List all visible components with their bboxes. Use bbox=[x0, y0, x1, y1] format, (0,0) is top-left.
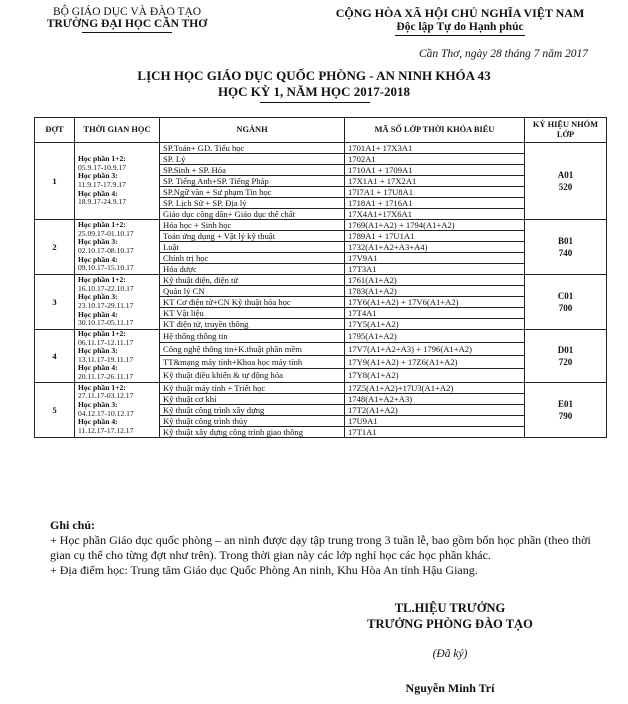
group-code: D01 bbox=[557, 344, 574, 355]
dot-number: 5 bbox=[35, 382, 75, 437]
time-cell bbox=[75, 275, 160, 330]
time-label: Học phần 4: bbox=[78, 363, 118, 373]
table-row bbox=[35, 382, 607, 393]
signature-title-2: TRƯỞNG PHÒNG ĐÀO TẠO bbox=[367, 617, 533, 631]
major-cell: Quản lý CN bbox=[160, 286, 345, 297]
class-code-cell: 17T2(A1+A2) bbox=[345, 404, 525, 415]
time-label: Học phần 4: bbox=[78, 188, 118, 198]
header-malop: MÃ SỐ LỚP THỜI KHÓA BIỂU bbox=[345, 118, 525, 143]
group-code: A01 bbox=[557, 170, 574, 180]
time-label: Học phần 4: bbox=[78, 417, 118, 427]
header-left-rule bbox=[82, 32, 172, 33]
header-nganh: NGÀNH bbox=[160, 118, 345, 143]
time-label: Học phần 1+2: bbox=[78, 154, 126, 164]
time-label: Học phần 1+2: bbox=[78, 382, 126, 392]
time-value: 20.11.17-26.11.17 bbox=[78, 371, 134, 381]
class-code-cell: 1789A1 + 17U1A1 bbox=[345, 231, 525, 242]
dot-number: 4 bbox=[35, 330, 75, 383]
major-cell: KT điện tử, truyền thông bbox=[160, 319, 345, 330]
major-cell: Kỹ thuật xây dựng công trình giao thông bbox=[160, 426, 345, 437]
time-cell bbox=[75, 382, 160, 437]
signer-name: Nguyễn Minh Trí bbox=[405, 681, 495, 695]
major-cell: SP. Lịch Sử + SP. Địa lý bbox=[160, 198, 345, 209]
signature-title-1: TL.HIỆU TRƯỞNG bbox=[394, 601, 506, 615]
time-label: Học phần 4: bbox=[78, 309, 118, 319]
time-value: 13.11.17-19.11.17 bbox=[78, 354, 134, 364]
class-code-cell: 17Y6(A1+A2) + 17V6(A1+A2) bbox=[345, 297, 525, 308]
time-value: 11.9.17-17.9.17 bbox=[78, 180, 126, 189]
time-value: 11.12.17-17.12.17 bbox=[78, 425, 134, 435]
document-date: Cần Thơ, ngày 28 tháng 7 năm 2017 bbox=[418, 48, 588, 60]
group-code-cell bbox=[525, 382, 607, 437]
class-code-cell: 17Y5(A1+A2) bbox=[345, 319, 525, 330]
notes-line-1: + Học phần Giáo dục quốc phòng – an ninh được dạy tập trung trong 3 tuần lễ, bao gồm bốn học phần (theo thời gian cụ thể cho từng đợt như trên). Trong thời gian này các lớp nghỉ học các học phần khác. bbox=[50, 533, 591, 562]
time-value: 02.10.17-08.10.17 bbox=[78, 246, 134, 255]
major-cell: Kỹ thuật máy tính + Triết học bbox=[160, 382, 345, 393]
class-code-cell: 1795(A1+A2) bbox=[345, 330, 525, 343]
header-dot: ĐỢT bbox=[35, 118, 75, 143]
time-label: Học phần 1+2: bbox=[78, 275, 126, 285]
class-code-cell: 17T1A1 bbox=[345, 426, 525, 437]
class-code-cell: 1702A1 bbox=[345, 154, 525, 165]
major-cell: SP.Sinh + SP. Hóa bbox=[160, 165, 345, 176]
time-label: Học phần 3: bbox=[78, 292, 118, 302]
dot-number: 3 bbox=[35, 275, 75, 330]
title-rule bbox=[260, 102, 370, 103]
major-cell: Công nghệ thông tin+K.thuật phần mềm bbox=[160, 343, 345, 356]
time-value: 04.12.17-10.12.17 bbox=[78, 408, 134, 418]
signature-signed: (Đã ký) bbox=[432, 648, 468, 660]
document-subtitle: HỌC KỲ 1, NĂM HỌC 2017-2018 bbox=[217, 84, 411, 99]
major-cell: Kỹ thuật điều khiển & tự động hóa bbox=[160, 369, 345, 382]
class-code-cell: 17Z5(A1+A2)+17U3(A1+A2) bbox=[345, 382, 525, 393]
header-kyhieu: KÝ HIỆU NHÓM LỚP bbox=[525, 118, 607, 143]
notes-section bbox=[50, 518, 598, 578]
time-cell bbox=[75, 143, 160, 220]
time-label: Học phần 3: bbox=[78, 237, 118, 247]
time-cell bbox=[75, 220, 160, 275]
time-label: Học phần 3: bbox=[78, 399, 118, 409]
group-number: 520 bbox=[558, 182, 573, 192]
class-code-cell: 1748(A1+A2+A3) bbox=[345, 393, 525, 404]
time-value: 25.09.17-01.10.17 bbox=[78, 228, 134, 238]
class-code-cell: 17Y8(A1+A2) bbox=[345, 369, 525, 382]
dot-number: 2 bbox=[35, 220, 75, 275]
group-code: C01 bbox=[557, 291, 574, 301]
time-value: 06.11.17-12.11.17 bbox=[78, 337, 134, 347]
notes-heading: Ghi chú: bbox=[50, 518, 96, 532]
class-code-cell: 17I7A1 + 17U8A1 bbox=[345, 187, 525, 198]
major-cell: SP. Lý bbox=[160, 154, 345, 165]
group-number: 720 bbox=[558, 356, 573, 367]
major-cell: Kỹ thuật cơ khí bbox=[160, 393, 345, 404]
schedule-body bbox=[35, 143, 607, 438]
class-code-cell: 1769(A1+A2) + 1794(A1+A2) bbox=[345, 220, 525, 231]
time-value: 23.10.17-29.11.17 bbox=[78, 301, 134, 310]
group-code-cell bbox=[525, 275, 607, 330]
class-code-cell: 17V9A1 bbox=[345, 253, 525, 264]
major-cell: Hóa học + Sinh học bbox=[160, 220, 345, 231]
major-cell: SP. Tiếng Anh+SP. Tiếng Pháp bbox=[160, 176, 345, 187]
time-value: 27.11.17-03.12.17 bbox=[78, 391, 134, 401]
time-cell bbox=[75, 330, 160, 383]
group-number: 700 bbox=[558, 303, 573, 313]
university-name: TRƯỜNG ĐẠI HỌC CẦN THƠ bbox=[46, 18, 208, 30]
group-code: E01 bbox=[557, 398, 573, 409]
time-value: 18.9.17-24.9.17 bbox=[78, 197, 127, 207]
table-row bbox=[35, 220, 607, 231]
notes-line-2: + Địa điểm học: Trung tâm Giáo dục Quốc Phòng An ninh, Khu Hòa An tỉnh Hậu Giang. bbox=[50, 563, 478, 577]
class-code-cell: 1701A1+ 17X3A1 bbox=[345, 143, 525, 154]
class-code-cell: 17Y9(A1+A2) + 17Z6(A1+A2) bbox=[345, 356, 525, 369]
document-title: LỊCH HỌC GIÁO DỤC QUỐC PHÒNG - AN NINH KHÓA 43 bbox=[137, 68, 491, 83]
major-cell: Kỹ thuật điện, điện tử bbox=[160, 275, 345, 286]
header-thoigian: THỜI GIAN HỌC bbox=[75, 118, 160, 143]
class-code-cell: 17T3A1 bbox=[345, 264, 525, 275]
major-cell: KT Vật liệu bbox=[160, 308, 345, 319]
class-code-cell: 1783(A1+A2) bbox=[345, 286, 525, 297]
major-cell: Luật bbox=[160, 242, 345, 253]
group-code-cell bbox=[525, 143, 607, 220]
national-title: CỘNG HÒA XÃ HỘI CHỦ NGHĨA VIỆT NAM bbox=[335, 6, 585, 20]
major-cell: SP.Toán+ GD. Tiểu học bbox=[160, 143, 345, 154]
class-code-cell: 17V7(A1+A2+A3) + 1796(A1+A2) bbox=[345, 343, 525, 356]
group-code: B01 bbox=[557, 236, 573, 246]
table-header-row bbox=[35, 118, 607, 143]
time-label: Học phần 1+2: bbox=[78, 220, 126, 230]
major-cell: SP.Ngữ văn + Sư phạm Tin học bbox=[160, 187, 345, 198]
table-row bbox=[35, 330, 607, 343]
major-cell: Kỹ thuật công trình thủy bbox=[160, 415, 345, 426]
time-label: Học phần 1+2: bbox=[78, 329, 126, 338]
class-code-cell: 17U9A1 bbox=[345, 415, 525, 426]
major-cell: Toán ứng dụng + Vật lý kỹ thuật bbox=[160, 231, 345, 242]
group-number: 790 bbox=[558, 410, 573, 421]
class-code-cell: 1732(A1+A2+A3+A4) bbox=[345, 242, 525, 253]
national-motto: Độc lập Tự do Hạnh phúc bbox=[396, 21, 524, 33]
major-cell: Hệ thống thông tin bbox=[160, 330, 345, 343]
time-value: 05.9.17-10.9.17 bbox=[78, 162, 127, 172]
class-code-cell: 17X4A1+17X6A1 bbox=[345, 209, 525, 220]
class-code-cell: 17T4A1 bbox=[345, 308, 525, 319]
time-label: Học phần 4: bbox=[78, 254, 118, 264]
class-code-cell: 1710A1 + 1709A1 bbox=[345, 165, 525, 176]
major-cell: KT Cơ điện tử+CN Kỹ thuật hóa học bbox=[160, 297, 345, 308]
major-cell: Kỹ thuật công trình xây dựng bbox=[160, 404, 345, 415]
group-code-cell bbox=[525, 330, 607, 383]
header-right-rule bbox=[395, 35, 525, 36]
table-row bbox=[35, 143, 607, 154]
time-value: 16.10.17-22.10.17 bbox=[78, 283, 134, 293]
major-cell: Giáo dục công dân+ Giáo dục thể chất bbox=[160, 209, 345, 220]
table-row bbox=[35, 275, 607, 286]
ministry-name: BỘ GIÁO DỤC VÀ ĐÀO TẠO bbox=[52, 6, 202, 18]
class-code-cell: 17X1A1 + 17X2A1 bbox=[345, 176, 525, 187]
time-label: Học phần 3: bbox=[78, 171, 118, 181]
time-value: 30.10.17-05.11.17 bbox=[78, 318, 134, 328]
class-code-cell: 1718A1 + 1716A1 bbox=[345, 198, 525, 209]
time-label: Học phần 3: bbox=[78, 346, 118, 356]
class-code-cell: 1761(A1+A2) bbox=[345, 275, 525, 286]
dot-number: 1 bbox=[35, 143, 75, 220]
header-national bbox=[300, 6, 620, 36]
header-institution bbox=[22, 6, 232, 33]
group-number: 740 bbox=[558, 248, 573, 258]
time-value: 09.10.17-15.10.17 bbox=[78, 263, 134, 273]
group-code-cell bbox=[525, 220, 607, 275]
schedule-table bbox=[34, 117, 607, 438]
major-cell: Hóa dược bbox=[160, 264, 345, 275]
major-cell: Chính trị học bbox=[160, 253, 345, 264]
major-cell: TT&mạng máy tính+Khoa học máy tính bbox=[160, 356, 345, 369]
